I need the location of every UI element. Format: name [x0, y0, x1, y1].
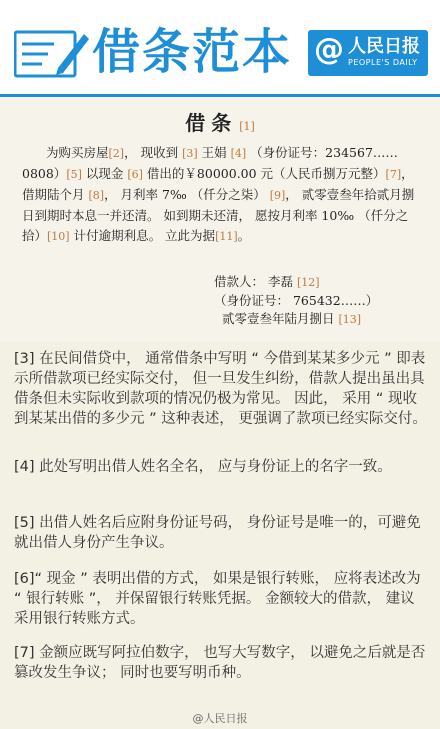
body-text: 计付逾期利息。 立此为据 — [69, 228, 216, 243]
notes-section — [0, 341, 440, 711]
note-6: [6]“ 现金 ” 表明出借的方式， 如果是银行转账， 应将表述改为 “ 银行转账 ”， 并保留银行转账凭据。 金额较大的借款， 建议采用银行转账方式。 — [14, 571, 421, 627]
reference-marker: [6] — [127, 168, 143, 181]
document-body — [22, 143, 422, 247]
body-text: 以现金 — [81, 166, 128, 181]
document-title-text: 借条 — [185, 111, 238, 135]
reference-marker: [7] — [385, 168, 402, 181]
signature-block — [214, 273, 414, 329]
reference-marker: [8] — [88, 189, 105, 202]
reference-marker: [10] — [47, 230, 70, 243]
reference-marker: [4] — [230, 147, 247, 160]
body-text: 。 — [237, 228, 251, 243]
body-text: ， 借期陆个月 — [22, 166, 414, 202]
body-text: ， 现收到 — [124, 145, 183, 160]
brand-english-name: PEOPLE'S DAILY — [348, 58, 418, 67]
reference-marker: [11] — [215, 230, 238, 243]
body-text: 为购买房屋 — [46, 145, 109, 160]
body-text: ， 贰零壹叁年拾贰月捌日到期时本息一并还清。 如到期未还清， 愿按月利率 10‰ （仟分之拾） — [22, 187, 415, 243]
document-title — [0, 107, 440, 136]
note-3: [3] 在民间借贷中， 通常借条中写明 “ 今借到某某多少元 ” 即表示所借款项已经实际交付， 但一旦发生纠纷，借款人提出虽出具借条但未实际收到款项的情况仍极为常见。 因此， 采用 “ 现收到某某出借的多少元 ” 这种表述， 更强调了款项已经实际交付。 — [14, 351, 427, 427]
body-text: （身份证号：234567……0808） — [22, 145, 398, 181]
reference-marker: [2] — [108, 147, 125, 160]
body-text: 王娟 — [197, 145, 231, 160]
document-title-ref: [1] — [239, 120, 255, 133]
borrower-id-line: （身份证号： 765432……） — [214, 293, 379, 308]
reference-marker: [3] — [182, 147, 198, 160]
note-7: [7] 金额应既写阿拉伯数字， 也写大写数字， 以避免之后就是否篡改发生争议； 同时也要写明币种。 — [14, 645, 426, 681]
note-4: [4] 此处写明出借人姓名全名， 应与身份证上的名字一致。 — [14, 459, 392, 475]
header-banner — [0, 0, 440, 97]
note-5: [5] 出借人姓名后应附身份证号码， 身份证号是唯一的，可避免就出借人身份产生争议。 — [14, 515, 421, 551]
body-text: 借出的￥80000.00 元（人民币捌万元整） — [142, 166, 386, 181]
date-line: 贰零壹叁年陆月捌日 [13] — [221, 311, 362, 326]
page-title: 借条范本 — [92, 24, 293, 80]
iou-document — [0, 97, 440, 341]
reference-marker: [5] — [66, 168, 82, 181]
reference-marker: [9] — [269, 189, 286, 202]
borrower-line: 借款人： 李磊 [12] — [214, 274, 320, 289]
footer-watermark: @人民日报 — [0, 711, 440, 729]
brand-name: 人民日报 — [348, 36, 420, 57]
brand-logo — [308, 30, 428, 76]
brand-at-sign: @ — [314, 32, 344, 67]
body-text: ， 月利率 7‰ （仟分之柒） — [104, 187, 270, 202]
document-pen-icon — [14, 28, 90, 80]
